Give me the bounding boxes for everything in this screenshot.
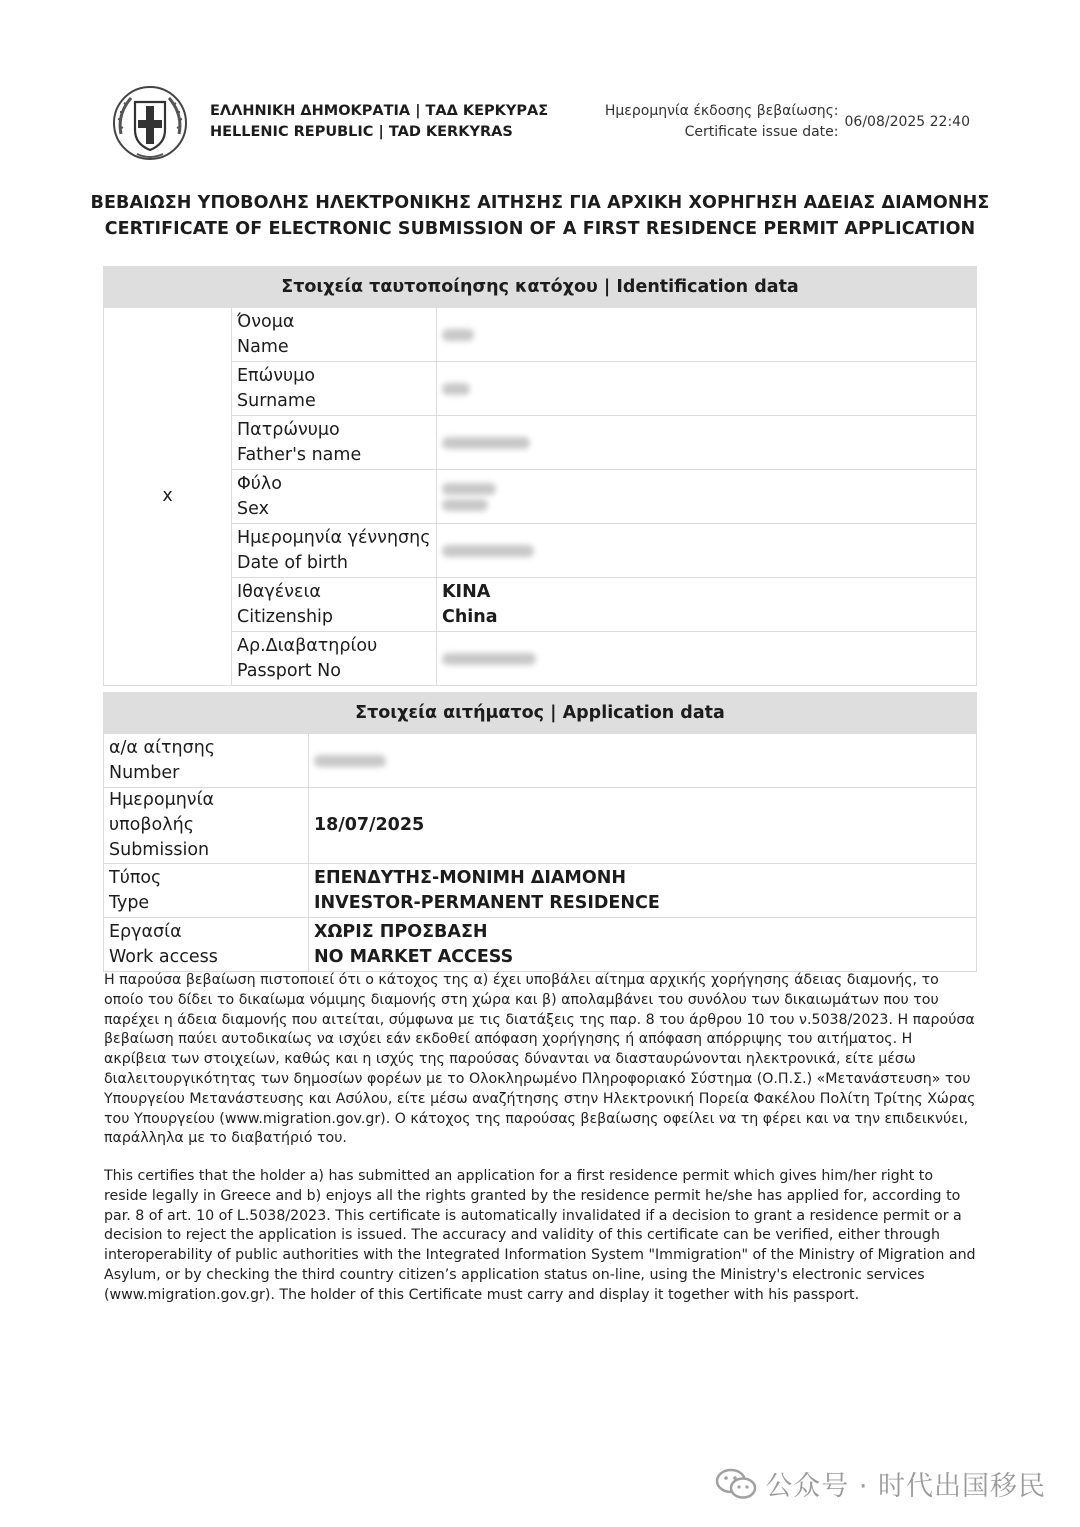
table-row — [104, 524, 977, 578]
table-row — [104, 362, 977, 416]
work-access-label: Εργασία Work access — [104, 918, 309, 972]
watermark-text: 公众号 · 时代出国移民 — [765, 1471, 1046, 1502]
issue-date-block — [605, 101, 970, 143]
name-label: Όνομα Name — [232, 308, 437, 362]
surname-label: Επώνυμο Surname — [232, 362, 437, 416]
watermark — [715, 1464, 1046, 1503]
name-value-redacted — [437, 308, 977, 362]
title-greek: ΒΕΒΑΙΩΣΗ ΥΠΟΒΟΛΗΣ ΗΛΕΚΤΡΟΝΙΚΗΣ ΑΙΤΗΣΗΣ ΓΙΑ ΑΡΧΙΚΗ ΧΟΡΗΓΗΣΗ ΑΔΕΙΑΣ ΔΙΑΜΟΝΗΣ — [90, 193, 990, 213]
identification-section-header: Στοιχεία ταυτοποίησης κατόχου | Identification data — [104, 267, 977, 308]
citizenship-label: Ιθαγένεια Citizenship — [232, 578, 437, 632]
issuer-greek: ΕΛΛΗΝΙΚΗ ΔΗΜΟΚΡΑΤΙΑ | ΤΑΔ ΚΕΡΚΥΡΑΣ — [210, 103, 549, 119]
title-english: CERTIFICATE OF ELECTRONIC SUBMISSION OF A FIRST RESIDENCE PERMIT APPLICATION — [104, 219, 976, 239]
greek-coat-of-arms-emblem — [111, 84, 189, 162]
photo-placeholder: x — [104, 308, 232, 686]
issue-date-value: 06/08/2025 22:40 — [844, 114, 970, 130]
work-access-value: ΧΩΡΙΣ ΠΡΟΣΒΑΣΗ NO MARKET ACCESS — [309, 918, 977, 972]
table-row — [104, 788, 977, 864]
table-row — [104, 632, 977, 686]
statement-english: This certifies that the holder a) has submitted an application for a first residence permit which gives him/her right to reside legally in Greece and b) enjoys all the rights granted by the residence permit he/she has applied for, according to par. 8 of art. 10 of L.5038/2023. This certificate is automatically invalidated if a decision to grant a residence permit or a decision to reject the application is issued. The accuracy and validity of this certificate can be verified, either through interoperability of public authorities with the Integrated Information System "Immigration" of the Ministry of Migration and Asylum, or by checking the third country citizen’s application status on-line, using the Ministry's electronic services (www.migration.gov.gr). The holder of this Certificate must carry and display it together with his passport. — [104, 1168, 976, 1303]
application-table — [103, 692, 977, 972]
passport-number-label: Αρ.Διαβατηρίου Passport No — [232, 632, 437, 686]
issue-date-label-greek: Ημερομηνία έκδοσης βεβαίωσης: — [604, 103, 839, 119]
father-name-value-redacted — [437, 416, 977, 470]
application-number-value-redacted — [309, 734, 977, 788]
issue-date-label-english: Certificate issue date: — [684, 124, 839, 140]
table-row — [104, 734, 977, 788]
submission-date-value: 18/07/2025 — [309, 788, 977, 864]
sex-value-redacted — [437, 470, 977, 524]
date-of-birth-label: Ημερομηνία γέννησης Date of birth — [232, 524, 437, 578]
type-value: ΕΠΕΝΔΥΤΗΣ-ΜΟΝΙΜΗ ΔΙΑΜΟΝΗ INVESTOR-PERMANENT RESIDENCE — [309, 864, 977, 918]
issuer-english: HELLENIC REPUBLIC | TAD KERKYRAS — [210, 124, 513, 140]
sex-label: Φύλο Sex — [232, 470, 437, 524]
application-number-label: α/α αίτησης Number — [104, 734, 309, 788]
table-row — [104, 864, 977, 918]
father-name-label: Πατρώνυμο Father's name — [232, 416, 437, 470]
table-row — [104, 918, 977, 972]
table-row — [104, 578, 977, 632]
citizenship-value: ΚΙΝΑ China — [437, 578, 977, 632]
submission-date-label: Ημερομηνία υποβολής Submission — [104, 788, 309, 864]
document-title — [60, 190, 1020, 242]
date-of-birth-value-redacted — [437, 524, 977, 578]
application-section-header: Στοιχεία αιτήματος | Application data — [104, 693, 977, 734]
wechat-icon — [715, 1467, 757, 1501]
table-row — [104, 308, 977, 362]
issuer-block — [210, 101, 548, 143]
type-label: Τύπος Type — [104, 864, 309, 918]
statement-greek: Η παρούσα βεβαίωση πιστοποιεί ότι ο κάτοχος της α) έχει υποβάλει αίτημα αρχικής χορήγησης άδειας διαμονής, το οποίο του δίδει το δικαίωμα νόμιμης διαμονής στη χώρα και β) απολαμβάνει του συνόλου των δικαιωμάτων που του παρέχει η άδεια διαμονής που αιτείται, σύμφωνα με τις διατάξεις της παρ. 8 του άρθρου 10 του ν.5038/2023. Η παρούσα βεβαίωση παύει αυτοδικαίως να ισχύει εάν εκδοθεί απόφαση χορήγησης ή απόφαση απόρριψης του αιτήματος. Η ακρίβεια των στοιχείων, καθώς και η ισχύς της παρούσας δύνανται να διασταυρώνονται ηλεκτρονικά, είτε μέσω διαλειτουργικότητας των δημοσίων φορέων με το Ολοκληρωμένο Πληροφοριακό Σύστημα (Ο.Π.Σ.) «Μετανάστευση» του Υπουργείου Μετανάστευσης και Ασύλου, είτε μέσω αναζήτησης στην Ηλεκτρονική Πορεία Φακέλου Πολίτη Τρίτης Χώρας του Υπουργείου (www.migration.gov.gr). Ο κάτοχος της παρούσας βεβαίωσης οφείλει να τη φέρει και να την επιδεικνύει, παράλληλα με το διαβατήριό του. — [104, 972, 976, 1147]
passport-number-value-redacted — [437, 632, 977, 686]
identification-table — [103, 266, 977, 686]
table-row — [104, 416, 977, 470]
surname-value-redacted — [437, 362, 977, 416]
table-row — [104, 470, 977, 524]
